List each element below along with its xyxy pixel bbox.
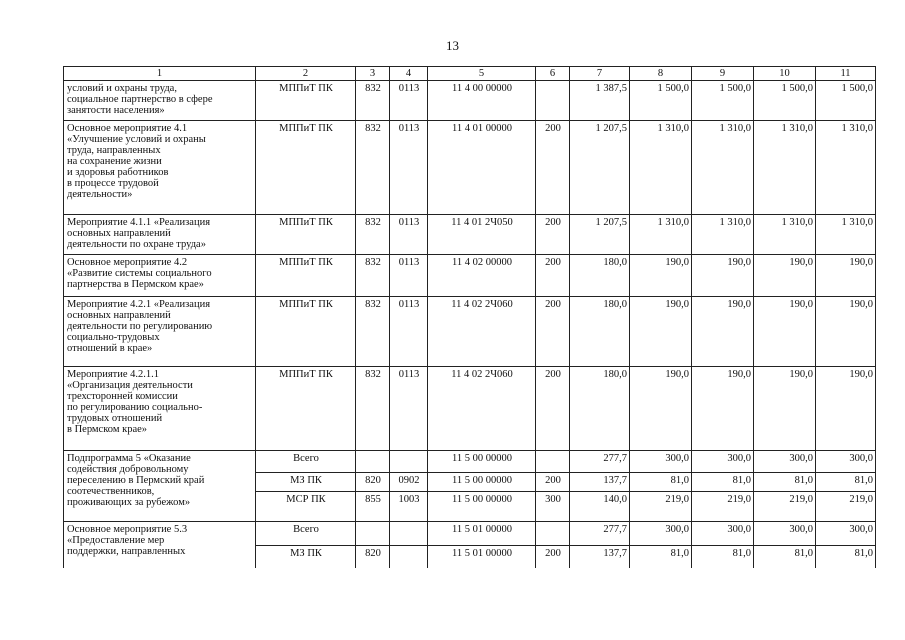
cell-c9: 1 500,0 [692,81,754,121]
cell-c3: 832 [356,81,390,121]
cell-c10: 1 500,0 [754,81,816,121]
row-title-line: условий и охраны труда, [67,83,177,94]
row-title-line: отношений в крае» [67,343,153,354]
column-number-11: 11 [816,67,876,81]
cell-c2: МЗ ПК [256,546,356,568]
cell-c4: 0902 [390,473,428,492]
row-title [64,215,256,255]
cell-c11: 190,0 [816,367,876,451]
column-number-1: 1 [64,67,256,81]
row-title-line: труда, направленных [67,145,161,156]
row-title-line: в процессе трудовой [67,178,159,189]
cell-c5: 11 5 00 00000 [428,451,536,473]
cell-c2: МППиТ ПК [256,81,356,121]
row-title [64,81,256,121]
row-title-line: «Предоставление мер [67,535,165,546]
table-row [64,451,876,473]
cell-c5: 11 5 00 00000 [428,492,536,522]
cell-c9: 1 310,0 [692,215,754,255]
cell-c11: 1 310,0 [816,215,876,255]
table-row [64,121,876,215]
row-title [64,367,256,451]
row-title-line: Основное мероприятие 4.2 [67,257,188,268]
column-number-9: 9 [692,67,754,81]
cell-c9: 219,0 [692,492,754,522]
cell-c5: 11 4 00 00000 [428,81,536,121]
row-title-line: социально-трудовых [67,332,160,343]
cell-c10: 190,0 [754,255,816,297]
cell-c10: 300,0 [754,522,816,546]
cell-c9: 81,0 [692,473,754,492]
row-title-line: Основное мероприятие 4.1 [67,123,188,134]
column-number-5: 5 [428,67,536,81]
column-number-8: 8 [630,67,692,81]
cell-c3: 820 [356,546,390,568]
cell-c8: 300,0 [630,451,692,473]
cell-c4: 0113 [390,297,428,367]
cell-c11: 81,0 [816,546,876,568]
row-title [64,255,256,297]
table-row [64,367,876,451]
cell-c4: 0113 [390,121,428,215]
cell-c8: 190,0 [630,367,692,451]
cell-c4 [390,522,428,546]
cell-c4 [390,451,428,473]
cell-c6: 200 [536,255,570,297]
row-title-line: «Развитие системы социального [67,268,212,279]
cell-c2: Всего [256,522,356,546]
cell-c7: 1 207,5 [570,121,630,215]
cell-c7: 137,7 [570,546,630,568]
page-number: 13 [446,38,459,53]
column-number-10: 10 [754,67,816,81]
table-row [64,297,876,367]
row-title [64,522,256,568]
cell-c5: 11 4 02 00000 [428,255,536,297]
row-title-line: Основное мероприятие 5.3 [67,524,188,535]
cell-c7: 137,7 [570,473,630,492]
cell-c2: МППиТ ПК [256,215,356,255]
cell-c9: 190,0 [692,255,754,297]
cell-c11: 81,0 [816,473,876,492]
row-title-line: трехсторонней комиссии [67,391,178,402]
cell-c11: 1 500,0 [816,81,876,121]
cell-c9: 190,0 [692,297,754,367]
column-number-3: 3 [356,67,390,81]
cell-c10: 190,0 [754,367,816,451]
cell-c6: 200 [536,546,570,568]
column-number-6: 6 [536,67,570,81]
cell-c6 [536,522,570,546]
cell-c3 [356,451,390,473]
cell-c5: 11 5 01 00000 [428,522,536,546]
cell-c2: МЗ ПК [256,473,356,492]
cell-c11: 190,0 [816,297,876,367]
cell-c11: 300,0 [816,522,876,546]
cell-c7: 180,0 [570,255,630,297]
cell-c5: 11 4 01 00000 [428,121,536,215]
row-title-line: на сохранение жизни [67,156,162,167]
cell-c8: 300,0 [630,522,692,546]
cell-c7: 140,0 [570,492,630,522]
row-title-line: переселению в Пермский край [67,475,205,486]
cell-c11: 1 310,0 [816,121,876,215]
cell-c9: 1 310,0 [692,121,754,215]
cell-c11: 300,0 [816,451,876,473]
row-title-line: деятельности по регулированию [67,321,213,332]
cell-c5: 11 4 01 2Ч050 [428,215,536,255]
cell-c3: 832 [356,255,390,297]
cell-c8: 1 500,0 [630,81,692,121]
row-title [64,297,256,367]
row-title-line: Мероприятие 4.2.1 «Реализация [67,299,211,310]
cell-c11: 190,0 [816,255,876,297]
row-title-line: занятости населения» [67,105,165,116]
table-row [64,215,876,255]
cell-c3: 832 [356,121,390,215]
table-row [64,522,876,546]
cell-c11: 219,0 [816,492,876,522]
cell-c4 [390,546,428,568]
cell-c6 [536,451,570,473]
cell-c10: 219,0 [754,492,816,522]
cell-c3: 820 [356,473,390,492]
cell-c7: 277,7 [570,522,630,546]
cell-c9: 190,0 [692,367,754,451]
row-title-line: Подпрограмма 5 «Оказание [67,453,191,464]
cell-c9: 300,0 [692,451,754,473]
cell-c3: 855 [356,492,390,522]
cell-c2: МППиТ ПК [256,255,356,297]
cell-c10: 190,0 [754,297,816,367]
column-number-2: 2 [256,67,356,81]
cell-c3: 832 [356,367,390,451]
cell-c6: 200 [536,473,570,492]
cell-c6: 200 [536,367,570,451]
header-row [64,67,876,81]
row-title-line: в Пермском крае» [67,424,148,435]
row-title [64,121,256,215]
cell-c7: 1 207,5 [570,215,630,255]
cell-c8: 81,0 [630,473,692,492]
cell-c10: 1 310,0 [754,215,816,255]
cell-c4: 0113 [390,367,428,451]
row-title-line: трудовых отношений [67,413,163,424]
cell-c5: 11 5 01 00000 [428,546,536,568]
table-row [64,81,876,121]
cell-c8: 219,0 [630,492,692,522]
cell-c5: 11 4 02 2Ч060 [428,367,536,451]
cell-c2: Всего [256,451,356,473]
cell-c6 [536,81,570,121]
row-title-line: партнерства в Пермском крае» [67,279,204,290]
cell-c8: 81,0 [630,546,692,568]
cell-c10: 300,0 [754,451,816,473]
cell-c3: 832 [356,215,390,255]
cell-c7: 1 387,5 [570,81,630,121]
row-title-line: деятельности по охране труда» [67,239,206,250]
budget-table [63,66,876,568]
cell-c7: 277,7 [570,451,630,473]
row-title-line: поддержки, направленных [67,546,186,557]
column-number-7: 7 [570,67,630,81]
row-title-line: проживающих за рубежом» [67,497,191,508]
cell-c5: 11 5 00 00000 [428,473,536,492]
row-title-line: «Улучшение условий и охраны [67,134,206,145]
cell-c4: 1003 [390,492,428,522]
cell-c4: 0113 [390,81,428,121]
row-title-line: и здоровья работников [67,167,169,178]
row-title-line: содействия добровольному [67,464,189,475]
cell-c7: 180,0 [570,367,630,451]
cell-c2: МСР ПК [256,492,356,522]
cell-c3 [356,522,390,546]
cell-c8: 190,0 [630,297,692,367]
row-title-line: социальное партнерство в сфере [67,94,213,105]
row-title-line: «Организация деятельности [67,380,193,391]
cell-c7: 180,0 [570,297,630,367]
cell-c4: 0113 [390,215,428,255]
cell-c10: 81,0 [754,473,816,492]
cell-c8: 190,0 [630,255,692,297]
cell-c10: 81,0 [754,546,816,568]
cell-c5: 11 4 02 2Ч060 [428,297,536,367]
cell-c2: МППиТ ПК [256,297,356,367]
row-title-line: основных направлений [67,228,171,239]
row-title-line: Мероприятие 4.2.1.1 [67,369,160,380]
cell-c2: МППиТ ПК [256,121,356,215]
row-title-line: Мероприятие 4.1.1 «Реализация [67,217,211,228]
cell-c6: 300 [536,492,570,522]
row-title-line: соотечественников, [67,486,155,497]
cell-c3: 832 [356,297,390,367]
cell-c10: 1 310,0 [754,121,816,215]
cell-c6: 200 [536,121,570,215]
cell-c2: МППиТ ПК [256,367,356,451]
row-title-line: основных направлений [67,310,171,321]
cell-c8: 1 310,0 [630,121,692,215]
row-title-line: деятельности» [67,189,133,200]
cell-c9: 81,0 [692,546,754,568]
cell-c8: 1 310,0 [630,215,692,255]
cell-c6: 200 [536,215,570,255]
row-title-line: по регулированию социально- [67,402,203,413]
table-row [64,255,876,297]
column-number-4: 4 [390,67,428,81]
cell-c4: 0113 [390,255,428,297]
row-title [64,451,256,522]
cell-c9: 300,0 [692,522,754,546]
cell-c6: 200 [536,297,570,367]
